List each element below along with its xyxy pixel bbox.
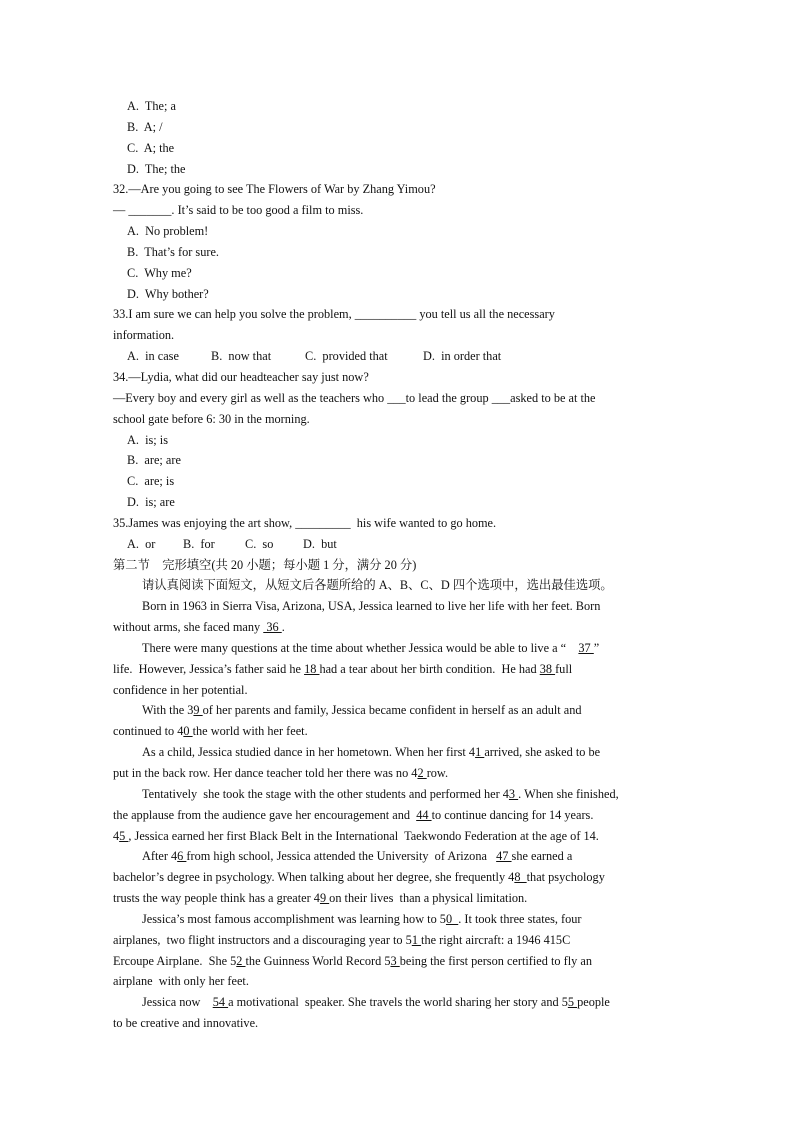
blank-number: 47 xyxy=(496,849,512,864)
exam-page xyxy=(113,96,693,1034)
passage-line xyxy=(113,763,693,784)
blank-number: 9 xyxy=(319,891,330,906)
text: people xyxy=(577,995,610,1010)
blank-number: 1 xyxy=(475,745,485,760)
blank-number: 1 xyxy=(411,932,422,947)
blank-number: 54 xyxy=(212,995,229,1010)
text: Ercoupe Airplane. She 5 xyxy=(113,953,237,968)
option: A. is; is xyxy=(127,432,168,447)
text: the Guinness World Record 5 xyxy=(245,953,391,968)
blank-number: 18 xyxy=(304,661,320,676)
question-34-line3: school gate before 6: 30 in the morning. xyxy=(113,411,310,426)
text: full xyxy=(555,661,573,676)
text: bachelor’s degree in psychology. When talking about her degree, she frequently 4 xyxy=(113,870,515,885)
question-32-line2 xyxy=(113,200,693,221)
passage-line xyxy=(113,659,693,680)
blank-number: 6 xyxy=(177,849,187,864)
blank-number: 5 xyxy=(567,995,578,1010)
text: airplanes, two flight instructors and a discouraging year to 5 xyxy=(113,932,412,947)
text: . It’s said to be too good a film to miss. xyxy=(171,203,364,218)
text: 4 xyxy=(113,828,120,843)
text: 33.I am sure we can help you solve the problem, xyxy=(113,307,355,322)
option: B. are; are xyxy=(127,453,181,468)
passage-line xyxy=(113,721,693,742)
option: A. in case xyxy=(127,349,179,364)
blank-number: 38 xyxy=(539,661,556,676)
question-35-stem xyxy=(113,513,693,534)
answer-blank: __________ xyxy=(354,307,417,322)
text: a motivational speaker. She travels the world sharing her story and 5 xyxy=(228,995,568,1010)
text: his wife wanted to go home. xyxy=(350,515,497,530)
text: , Jessica earned her first Black Belt in the International Taekwondo Federation at the age of 14. xyxy=(128,828,599,843)
option: C. are; is xyxy=(127,474,175,489)
question-33-stem xyxy=(113,304,693,325)
question-34-stem: 34.—Lydia, what did our headteacher say just now? xyxy=(113,369,369,384)
option: C. A; the xyxy=(127,140,175,155)
passage-line xyxy=(113,805,693,826)
passage-line xyxy=(113,930,693,951)
text: . It took three states, four xyxy=(458,911,582,926)
option: D. but xyxy=(303,536,337,551)
passage-line xyxy=(113,992,693,1013)
text: without arms, she faced many xyxy=(113,620,264,635)
text: . xyxy=(281,620,285,635)
text: trusts the way people think has a greater 4 xyxy=(113,891,320,906)
option: C. provided that xyxy=(305,349,388,364)
option: C. so xyxy=(245,536,274,551)
blank-number: 5 xyxy=(119,828,129,843)
passage-line xyxy=(113,638,693,659)
text: life. However, Jessica’s father said he xyxy=(113,661,305,676)
passage-line xyxy=(113,888,693,909)
question-34-line2: —Every boy and every girl as well as the teachers who ___to lead the group ___asked to be at the xyxy=(113,390,596,405)
text: put in the back row. Her dance teacher told her there was no 4 xyxy=(113,766,418,780)
text: on their lives than a physical limitation. xyxy=(329,891,528,906)
text: the applause from the audience gave her encouragement and xyxy=(113,807,417,822)
text: With the 3 xyxy=(142,703,194,718)
text: 35.James was enjoying the art show, xyxy=(113,515,296,530)
passage-line xyxy=(113,826,693,847)
option: D. in order that xyxy=(423,349,502,364)
passage-line xyxy=(113,617,693,638)
question-35-options xyxy=(113,534,693,555)
text: from high school, Jessica attended the University of Arizona xyxy=(186,849,497,864)
question-33-line2: information. xyxy=(113,328,175,343)
text: As a child, Jessica studied dance in her hometown. When her first 4 xyxy=(142,745,476,760)
blank-number: 3 xyxy=(390,953,400,968)
text: had a tear about her birth condition. He had xyxy=(319,661,540,676)
blank-number: 2 xyxy=(236,953,246,968)
text: Jessica’s most famous accomplishment was learning how to 5 xyxy=(142,911,446,926)
passage-line xyxy=(113,700,693,721)
text: . When she finished, xyxy=(518,786,619,801)
text: the world with her feet. xyxy=(192,724,308,739)
blank-number: 9 xyxy=(193,703,203,718)
option: D. is; are xyxy=(127,495,175,510)
option: D. Why bother? xyxy=(127,286,209,301)
blank-number: 3 xyxy=(508,786,519,801)
text: There were many questions at the time about whether Jessica would be able to live a “ xyxy=(142,640,579,655)
passage-line xyxy=(113,742,693,763)
question-32-stem: 32.—Are you going to see The Flowers of War by Zhang Yimou? xyxy=(113,182,436,197)
option: A. No problem! xyxy=(127,224,209,239)
option: B. That’s for sure. xyxy=(127,244,219,259)
text: being the first person certified to fly an xyxy=(399,953,592,968)
text: continued to 4 xyxy=(113,724,184,739)
option: B. now that xyxy=(211,349,272,364)
text: arrived, she asked to be xyxy=(484,745,601,760)
passage-line: airplane with only her feet. xyxy=(113,974,249,989)
passage-line: confidence in her potential. xyxy=(113,682,248,697)
passage-line: Born in 1963 in Sierra Visa, Arizona, USA, Jessica learned to live her life with her feet. Born xyxy=(142,599,601,614)
text: row. xyxy=(426,766,449,780)
answer-blank: _________ xyxy=(295,515,351,530)
text: to continue dancing for 14 years. xyxy=(431,807,594,822)
option: A. or xyxy=(127,536,156,551)
passage-line xyxy=(113,951,693,972)
question-33-options xyxy=(113,346,693,367)
blank-number: 37 xyxy=(578,640,594,655)
section-title: 第二节 完形填空(共 20 小题；每小题 1 分，满分 20 分) xyxy=(113,557,417,572)
option: B. for xyxy=(183,536,215,551)
dash: — xyxy=(113,203,129,218)
passage-line xyxy=(113,867,693,888)
text: Jessica now xyxy=(142,995,213,1010)
text: the right aircraft: a 1946 415C xyxy=(421,932,571,947)
blank-number: 8 xyxy=(514,870,527,885)
blank-number: 2 xyxy=(417,766,427,780)
text: ” xyxy=(593,640,600,655)
text: you tell us all the necessary xyxy=(416,307,555,322)
text: Tentatively she took the stage with the other students and performed her 4 xyxy=(142,786,509,801)
answer-blank: _______ xyxy=(128,203,172,218)
blank-number: 0 xyxy=(445,911,459,926)
passage-line: to be creative and innovative. xyxy=(113,1016,259,1031)
text: she earned a xyxy=(511,849,573,864)
option: C. Why me? xyxy=(127,265,192,280)
passage-line xyxy=(113,846,693,867)
instruction: 请认真阅读下面短文，从短文后各题所给的 A、B、C、D 四个选项中，选出最佳选项。 xyxy=(142,578,613,593)
blank-number: 36 xyxy=(263,620,282,635)
text: of her parents and family, Jessica became confident in herself as an adult and xyxy=(202,703,582,718)
passage-line xyxy=(113,784,693,805)
text: that psychology xyxy=(526,870,605,885)
text: After 4 xyxy=(142,849,178,864)
blank-number: 0 xyxy=(183,724,193,739)
passage-line xyxy=(113,909,693,930)
option: A. The; a xyxy=(127,99,176,113)
blank-number: 44 xyxy=(416,807,432,822)
option: B. A; / xyxy=(127,119,163,134)
option: D. The; the xyxy=(127,161,186,176)
